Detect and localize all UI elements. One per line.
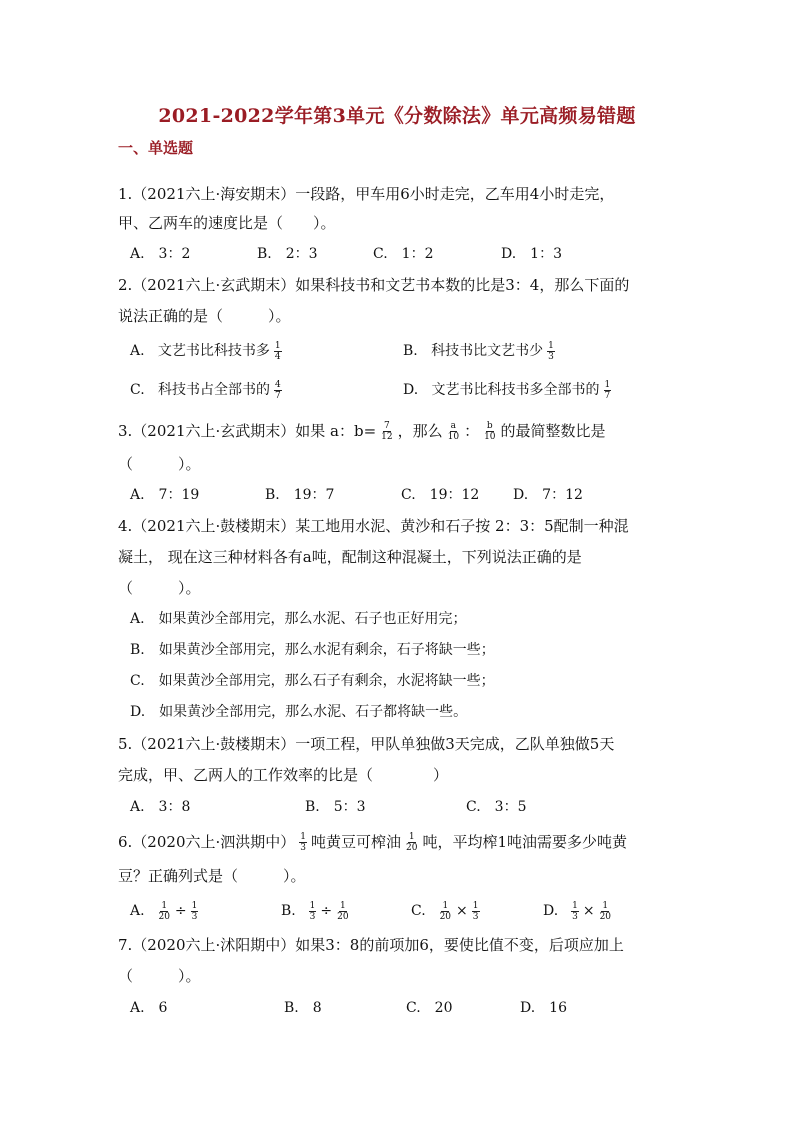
q4-option-b: B. 如果黄沙全部用完，那么水泥有剩余，石子将缺一些； xyxy=(130,642,495,658)
fraction: $\frac{1}{4}$ xyxy=(274,340,281,362)
q5-line1: 5.（2021六上·鼓楼期末）一项工程，甲队单独做3天完成，乙队单独做5天 xyxy=(118,735,615,753)
q3-option-a: A. 7：19 xyxy=(130,487,200,503)
fraction: $\frac{1}{3}$ xyxy=(300,831,306,853)
q2-option-a: A. 文艺书比科技书多 $\frac{1}{4}$ xyxy=(130,340,281,362)
fraction: $\frac{b}{10}$ xyxy=(484,420,496,442)
fraction: $\frac{1}{20}$ xyxy=(439,900,452,922)
q6-option-d: D. $\frac{1}{3}$ × $\frac{1}{20}$ xyxy=(543,900,612,922)
q5-option-c: C. 3：5 xyxy=(466,799,527,815)
fraction: $\frac{1}{20}$ xyxy=(337,900,349,922)
fraction: $\frac{1}{3}$ xyxy=(572,900,578,922)
q1-option-b: B. 2：3 xyxy=(257,246,318,262)
q3-option-c: C. 19：12 xyxy=(401,487,480,503)
q1-line1: 1.（2021六上·海安期末）一段路，甲车用6小时走完，乙车用4小时走完， xyxy=(118,185,615,203)
q3-line1: 3.（2021六上·玄武期末）如果 a：b= $\frac{7}{12}$ ，那么 $\frac{a}{10}$ ： $\frac{b}{10}$ 的最简整数比是 xyxy=(118,420,606,442)
q5-option-a: A. 3：8 xyxy=(130,799,191,815)
q7-option-b: B. 8 xyxy=(284,1000,322,1016)
q4-line1: 4.（2021六上·鼓楼期末）某工地用水泥、黄沙和石子按 2：3：5配制一种混 xyxy=(118,517,629,535)
fraction: $\frac{1}{3}$ xyxy=(548,340,554,362)
q4-line2: 凝土， 现在这三种材料各有a吨，配制这种混凝土，下列说法正确的是 xyxy=(118,548,582,566)
q2-option-b: B. 科技书比文艺书少 $\frac{1}{3}$ xyxy=(403,340,554,362)
q1-line2: 甲、乙两车的速度比是（ ）。 xyxy=(118,214,336,232)
q6-option-c: C. $\frac{1}{20}$ × $\frac{1}{3}$ xyxy=(411,900,479,922)
q3-line2: （ ）。 xyxy=(118,455,201,473)
fraction: $\frac{1}{20}$ xyxy=(599,900,612,922)
q4-option-d: D. 如果黄沙全部用完，那么水泥、石子都将缺一些。 xyxy=(130,704,468,720)
fraction: $\frac{a}{10}$ xyxy=(447,420,460,442)
q7-option-a: A. 6 xyxy=(130,1000,168,1016)
q2-option-c: C. 科技书占全部书的 $\frac{4}{7}$ xyxy=(130,379,281,401)
fraction: $\frac{1}{7}$ xyxy=(604,379,611,401)
fraction: $\frac{1}{3}$ xyxy=(472,900,479,922)
q7-line1: 7.（2020六上·沭阳期中）如果3：8的前项加6，要使比值不变，后项应加上 xyxy=(118,936,624,954)
q4-option-c: C. 如果黄沙全部用完，那么石子有剩余，水泥将缺一些； xyxy=(130,673,495,689)
q6-line2: 豆？正确列式是（ ）。 xyxy=(118,867,306,885)
q7-option-d: D. 16 xyxy=(520,1000,567,1016)
q6-line1: 6.（2020六上·泗洪期中） $\frac{1}{3}$ 吨黄豆可榨油 $\frac{1}{20}$ 吨，平均榨1吨油需要多少吨黄 xyxy=(118,831,628,853)
fraction: $\frac{1}{3}$ xyxy=(309,900,316,922)
q7-line2: （ ）。 xyxy=(118,967,201,985)
q2-line1: 2.（2021六上·玄武期末）如果科技书和文艺书本数的比是3：4，那么下面的 xyxy=(118,276,630,294)
q4-option-a: A. 如果黄沙全部用完，那么水泥、石子也正好用完； xyxy=(130,611,467,627)
document-title: 2021-2022学年第3单元《分数除法》单元高频易错题 xyxy=(158,105,636,127)
fraction: $\frac{4}{7}$ xyxy=(275,379,281,401)
fraction: $\frac{1}{20}$ xyxy=(406,831,418,853)
q5-option-b: B. 5：3 xyxy=(305,799,366,815)
q4-line3: （ ）。 xyxy=(118,579,201,597)
q3-option-d: D. 7：12 xyxy=(513,487,583,503)
fraction: $\frac{1}{20}$ xyxy=(158,900,170,922)
q7-option-c: C. 20 xyxy=(406,1000,453,1016)
q5-line2: 完成，甲、乙两人的工作效率的比是（ ） xyxy=(118,766,449,784)
q3-option-b: B. 19：7 xyxy=(265,487,335,503)
q6-option-a: A. $\frac{1}{20}$ ÷ $\frac{1}{3}$ xyxy=(130,900,198,922)
q6-option-b: B. $\frac{1}{3}$ ÷ $\frac{1}{20}$ xyxy=(281,900,349,922)
q1-option-d: D. 1：3 xyxy=(501,246,562,262)
fraction: $\frac{7}{12}$ xyxy=(381,420,393,442)
section-heading: 一、单选题 xyxy=(118,139,194,157)
q2-line2: 说法正确的是（ ）。 xyxy=(118,307,291,325)
q2-option-d: D. 文艺书比科技书多全部书的 $\frac{1}{7}$ xyxy=(403,379,611,401)
fraction: $\frac{1}{3}$ xyxy=(191,900,198,922)
q1-option-a: A. 3：2 xyxy=(130,246,191,262)
q1-option-c: C. 1：2 xyxy=(373,246,434,262)
